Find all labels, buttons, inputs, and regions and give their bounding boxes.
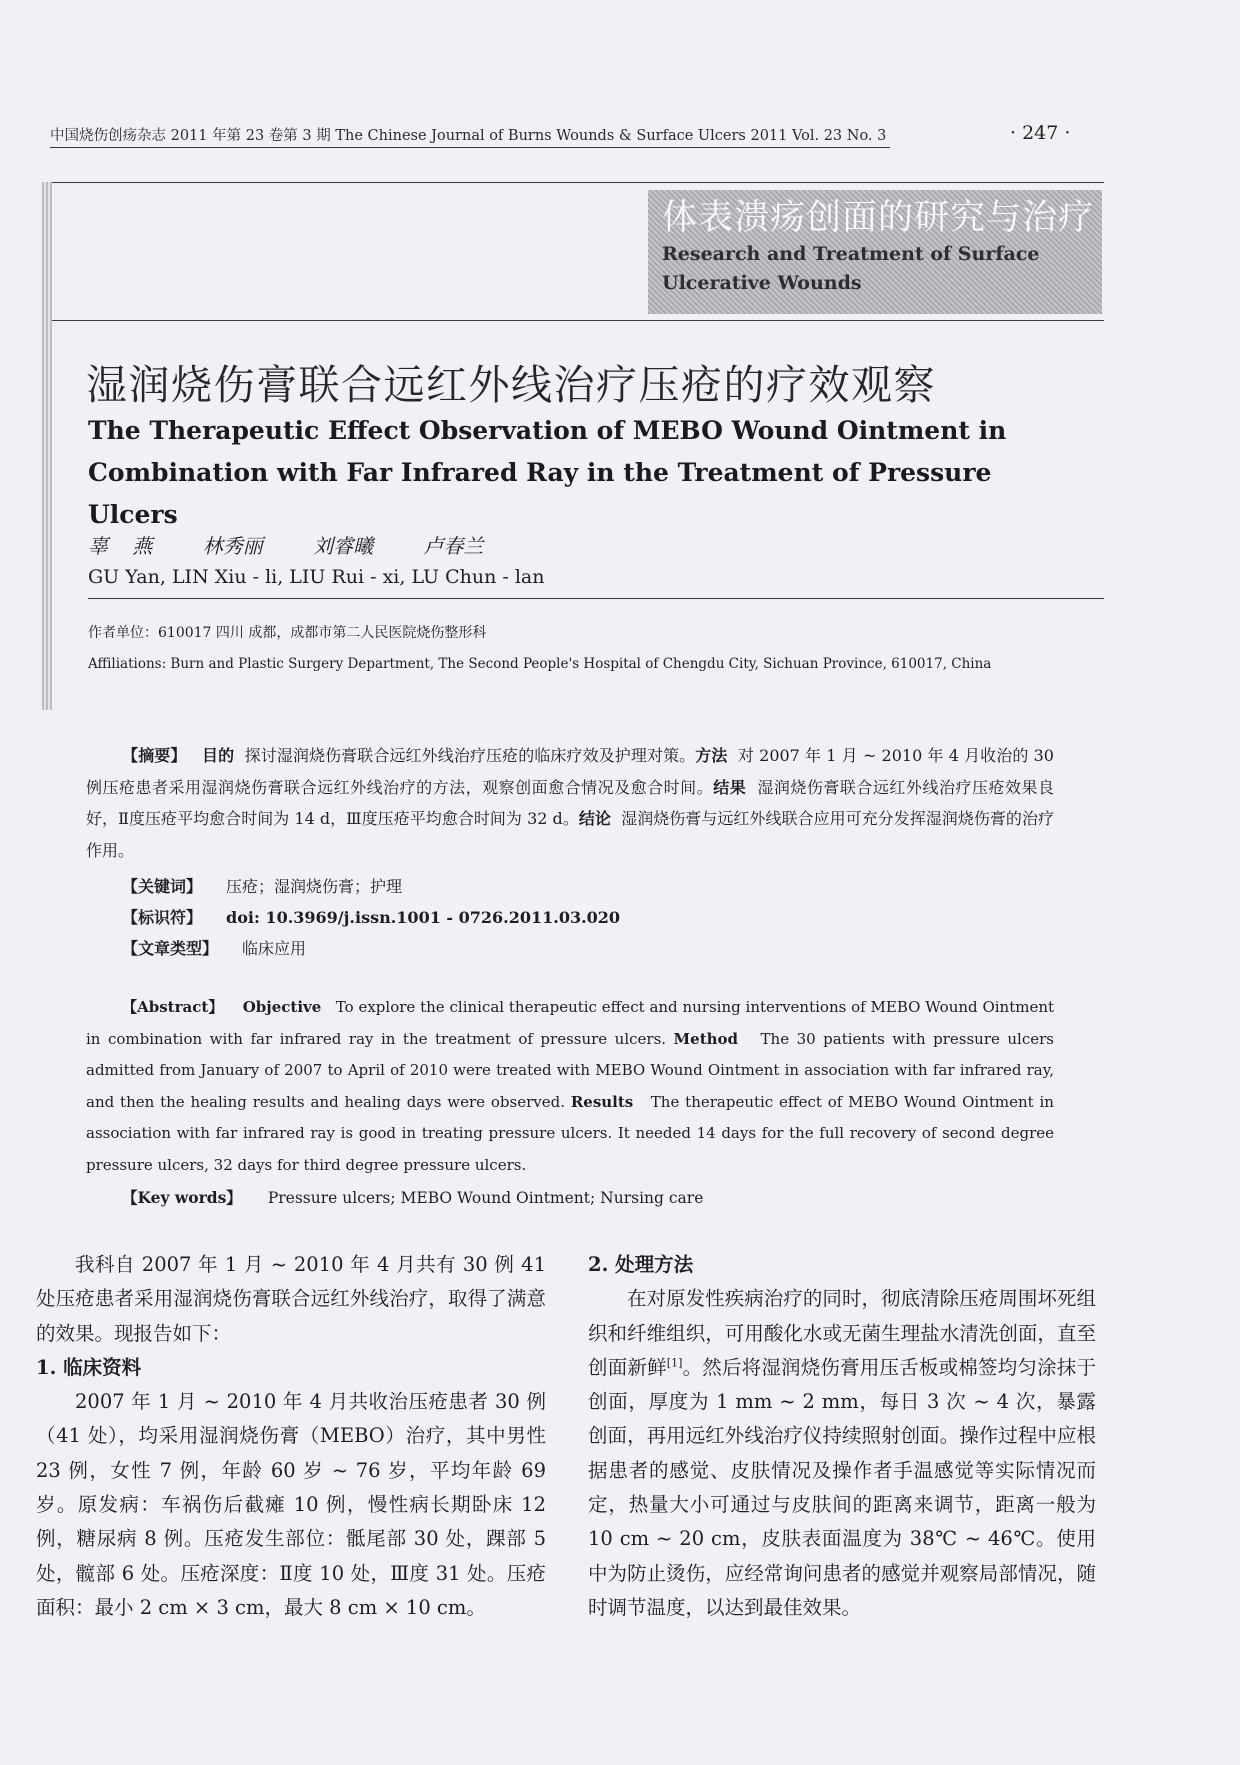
article-type [122, 936, 306, 959]
section-1-heading: 1. 临床资料 [36, 1355, 142, 1379]
keywords-en [122, 1186, 703, 1208]
section-2-paragraph [588, 1282, 1096, 1625]
article-type-label: 【文章类型】 [122, 939, 219, 958]
doi-label: 【标识符】 [122, 908, 203, 927]
objective-en-text: To explore the clinical therapeutic effect and nursing interventions of MEBO Wound Ointment in combination with far infrared ray in the treatment of pressure ulcers. [86, 998, 1055, 1048]
keywords-label: 【关键词】 [122, 877, 203, 896]
decorative-left-bar [42, 182, 52, 710]
results-en-label: Results [570, 1092, 634, 1111]
banner-title-en: Research and Treatment of Surface Ulcerative Wounds [662, 243, 1040, 294]
page-number: · 247 · [1010, 122, 1071, 144]
results-text: 湿润烧伤膏联合远红外线治疗压疮效果良好，Ⅱ度压疮平均愈合时间为 14 d，Ⅲ度压疮平均愈合时间为 32 d。 [86, 777, 1054, 828]
objective-en-label: Objective [242, 998, 322, 1016]
keywords-cn [122, 874, 402, 897]
affiliation-en: Affiliations: Burn and Plastic Surgery Department, The Second People's Hospital of Chengdu City, Sichuan Province, 610017, China [88, 656, 992, 672]
top-rule [52, 182, 1104, 183]
method-label: 方法 [695, 746, 728, 765]
affiliation-cn: 作者单位：610017 四川 成都，成都市第二人民医院烧伤整形科 [88, 625, 487, 641]
conclusion-text: 湿润烧伤膏与远红外线联合应用可充分发挥湿润烧伤膏的治疗作用。 [86, 809, 1054, 860]
abstract-en-label: 【Abstract】 [122, 998, 224, 1016]
keywords-en-value: Pressure ulcers; MEBO Wound Ointment; Nursing care [267, 1189, 704, 1207]
body-right-column [588, 1248, 1096, 1625]
author-name: 卢春兰 [423, 534, 484, 558]
banner-title-cn: 体表溃疡创面的研究与治疗 [662, 198, 1095, 238]
authors-rule [88, 598, 1104, 599]
doi-line [122, 905, 644, 928]
article-title-en: The Therapeutic Effect Observation of MEBO Wound Ointment in Combination with Far Infrared Ray in the Treatment of Pressure Ulcers [88, 416, 1007, 529]
method-text: 对 2007 年 1 月 ~ 2010 年 4 月收治的 30 例压疮患者采用湿润烧伤膏联合远红外线治疗的方法，观察创面愈合情况及愈合时间。 [86, 746, 1054, 797]
authors-cn [88, 530, 509, 559]
objective-text: 探讨湿润烧伤膏联合远红外线治疗压疮的临床疗效及护理对策。 [244, 746, 696, 765]
keywords-en-label: 【Key words】 [122, 1188, 242, 1207]
body-left-column [36, 1248, 546, 1625]
citation-ref: [1] [666, 1356, 683, 1370]
author-name: 刘睿曦 [313, 534, 374, 558]
doi-value: doi: 10.3969/j.issn.1001 - 0726.2011.03.020 [226, 908, 621, 927]
section-banner [648, 190, 1102, 314]
method-en-label: Method [673, 1029, 739, 1048]
abstract-en [86, 992, 1054, 1181]
article-type-value: 临床应用 [242, 939, 307, 958]
method-en-text: The 30 patients with pressure ulcers admitted from January of 2007 to April of 2010 were treated with MEBO Wound Ointment in association with far infrared ray, and then the healing results and healing days were observed. [86, 1029, 1054, 1111]
running-head: 中国烧伤创疡杂志 2011 年第 23 卷第 3 期 The Chinese Journal of Burns Wounds & Surface Ulcers 2011 Vol. 23 No. 3 [50, 124, 890, 148]
keywords-value: 压疮；湿润烧伤膏；护理 [226, 877, 403, 896]
abstract-cn [86, 740, 1054, 866]
section-2-text-b: 。然后将湿润烧伤膏用压舌板或棉签均匀涂抹于创面，厚度为 1 mm ~ 2 mm，每日 3 次 ~ 4 次，暴露创面，再用远红外线治疗仪持续照射创面。操作过程中应根据患者的感觉、皮肤情况及操作者手温感觉等实际情况而定，热量大小可通过与皮肤间的距离来调节，距离一般为 10 cm ~ 20 cm，皮肤表面温度为 38℃ ~ 46℃。使用中为防止烫伤，应经常询问患者的感觉并观察局部情况，随时调节温度，以达到最佳效果。 [588, 1355, 1096, 1619]
section-2-heading: 2. 处理方法 [588, 1253, 694, 1276]
banner-bottom-rule [52, 320, 1104, 321]
section-1-paragraph: 2007 年 1 月 ~ 2010 年 4 月共收治压疮患者 30 例（41 处），均采用湿润烧伤膏（MEBO）治疗，其中男性 23 例，女性 7 例，年龄 60 岁 ~ 76 岁，平均年龄 69 岁。原发病：车祸伤后截瘫 10 例，慢性病长期卧床 12 例，糖尿病 8 例。压疮发生部位：骶尾部 30 处，踝部 5 处，髋部 6 处。压疮深度：Ⅱ度 10 处，Ⅲ度 31 处。压疮面积：最小 2 cm × 3 cm，最大 8 cm × 10 cm。 [36, 1390, 546, 1619]
conclusion-label: 结论 [578, 809, 611, 828]
author-name: 辜 燕 [88, 534, 153, 558]
objective-label: 目的 [202, 746, 235, 765]
section-2-text-a: 在对原发性疾病治疗的同时，彻底清除压疮周围坏死组织和纤维组织，可用酸化水或无菌生理盐水清洗创面，直至创面新鲜 [588, 1287, 1096, 1379]
results-label: 结果 [713, 777, 747, 797]
authors-en: GU Yan, LIN Xiu - li, LIU Rui - xi, LU Chun - lan [88, 566, 545, 588]
results-en-text: The therapeutic effect of MEBO Wound Ointment in association with far infrared ray is good in treating pressure ulcers. It needed 14 days for the full recovery of second degree pressure ulcers, 32 days for third degree pressure ulcers. [86, 1092, 1054, 1174]
intro-paragraph: 我科自 2007 年 1 月 ~ 2010 年 4 月共有 30 例 41 处压疮患者采用湿润烧伤膏联合远红外线治疗，取得了满意的效果。现报告如下： [36, 1253, 546, 1345]
article-title-cn: 湿润烧伤膏联合远红外线治疗压疮的疗效观察 [86, 361, 936, 409]
author-name: 林秀丽 [202, 534, 263, 558]
abstract-label: 【摘要】 [122, 746, 187, 765]
